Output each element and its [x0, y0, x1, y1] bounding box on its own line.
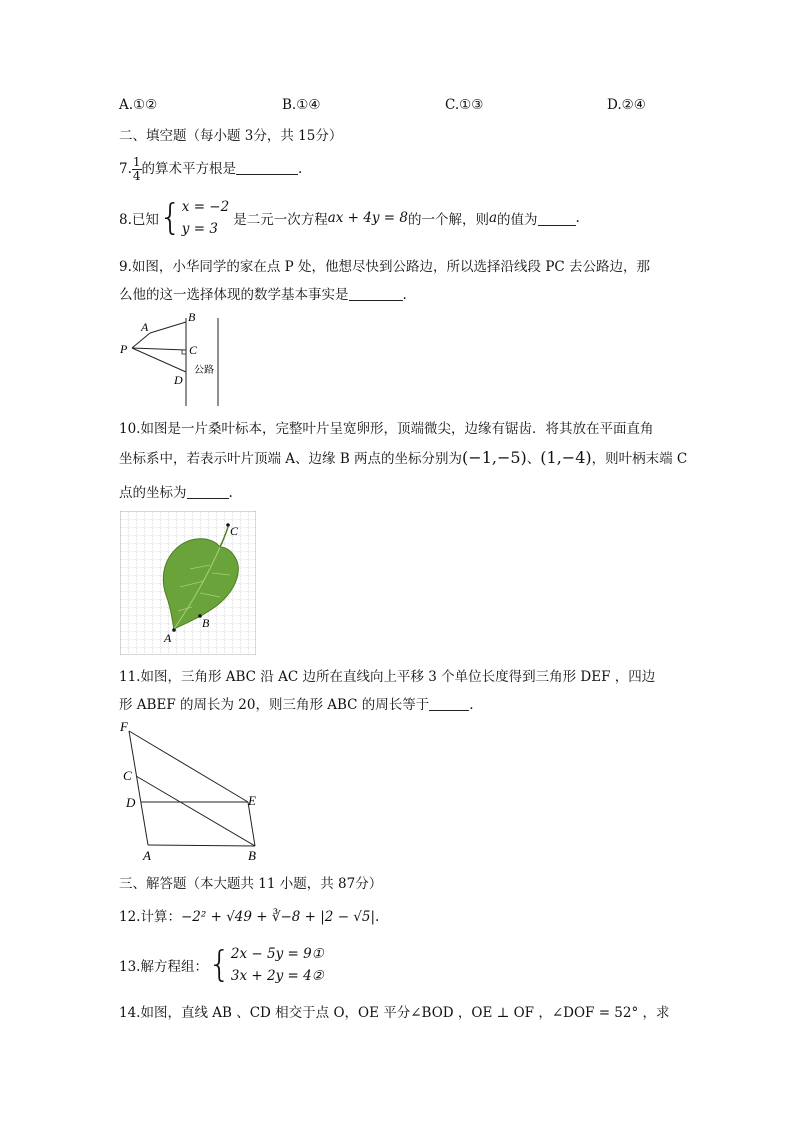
q13-eq2: 3x + 2y = 4②	[230, 968, 324, 984]
q11-line2-text: 形 ABEF 的周长为 20，则三角形 ABC 的周长等于	[119, 697, 430, 713]
q10-coord-b: (1,−4)	[540, 448, 592, 467]
question-14: 14.如图，直线 AB 、CD 相交于点 O，OE 平分∠BOD ，OE ⊥ OF ，∠DOF = 52° ，求	[119, 1005, 670, 1021]
q9-label-d: D	[174, 373, 183, 387]
q8-end: .	[575, 210, 580, 226]
option-c: C.①③	[445, 97, 484, 113]
q9-line2-text: 么他的这一选择体现的数学基本事实是	[119, 287, 349, 303]
q9-right-angle-mark	[182, 350, 186, 354]
q11-line1: 11.如图，三角形 ABC 沿 AC 边所在直线向上平移 3 个单位长度得到三角形 DEF ，四边	[119, 669, 656, 685]
q7-end: .	[298, 161, 303, 177]
q8-mid: 是二元一次方程	[233, 212, 328, 228]
q8-tail: 的值为	[497, 212, 538, 228]
question-8	[119, 196, 580, 240]
q9-segment-ab	[150, 322, 186, 333]
q9-label-b: B	[188, 310, 196, 324]
question-13	[119, 943, 324, 987]
q10-point-a	[172, 628, 176, 632]
q11-diagram	[114, 716, 274, 864]
q13-system	[231, 943, 324, 987]
q10-line3	[119, 481, 233, 501]
q7-answer-blank	[236, 160, 298, 175]
q8-brace: {	[158, 197, 182, 238]
q11-line2	[119, 693, 474, 713]
question-12	[119, 905, 379, 925]
q9-segment-pd	[132, 348, 186, 372]
q7-text: 的算术平方根是	[141, 161, 237, 177]
q11-segment-cb	[136, 776, 255, 846]
q10-sep: 、	[526, 451, 541, 467]
q11-segment-fa	[129, 731, 148, 845]
q8-system	[182, 196, 229, 240]
q10-label-c: C	[230, 524, 239, 538]
q10-leaf-grid-figure	[120, 511, 256, 655]
q11-label-a: A	[143, 848, 151, 863]
q10-label-b: B	[202, 616, 210, 630]
q10-answer-blank	[187, 484, 229, 499]
q10-coord-a: (−1,−5)	[462, 448, 527, 467]
q8-after: 的一个解，则	[407, 212, 489, 228]
q12-end: .	[375, 909, 380, 925]
q10-line2	[119, 447, 687, 467]
q11-segment-fe	[129, 731, 248, 802]
q11-answer-blank	[429, 696, 469, 711]
q9-label-a: A	[141, 320, 149, 334]
q9-end: .	[402, 287, 407, 303]
q11-label-f: F	[120, 719, 128, 734]
q9-label-road: 公路	[194, 365, 214, 376]
q10-line3-text: 点的坐标为	[119, 485, 187, 501]
q11-label-e: E	[248, 793, 256, 808]
q9-answer-blank	[349, 286, 403, 301]
q8-eq2: y = 3	[181, 221, 218, 237]
q11-label-d: D	[126, 795, 136, 810]
q13-eq1: 2x − 5y = 9①	[230, 946, 324, 962]
q9-line2	[119, 283, 407, 303]
section-heading-solve: 三、解答题（本大题共 11 小题，共 87分）	[119, 876, 383, 892]
q10-end: .	[228, 485, 233, 501]
q8-equation: ax + 4y = 8	[327, 210, 408, 226]
q11-label-b: B	[248, 848, 256, 863]
question-7	[119, 156, 302, 183]
q8-var: a	[488, 210, 498, 226]
q8-prefix: 8.已知	[119, 212, 159, 228]
q12-expression: −2² + √49 + ∛−8 + |2 − √5|	[180, 909, 376, 925]
q7-frac-numerator: 1	[132, 155, 141, 169]
q13-prefix: 13.解方程组：	[119, 959, 208, 975]
option-d: D.②④	[607, 97, 646, 113]
option-a: A.①②	[119, 97, 158, 113]
section-heading-fill-in: 二、填空题（每小题 3分，共 15分）	[119, 128, 343, 144]
option-b: B.①④	[282, 97, 321, 113]
q9-diagram	[114, 308, 234, 413]
q11-segment-eb	[248, 802, 255, 846]
q10-line1: 10.如图是一片桑叶标本，完整叶片呈宽卵形，顶端微尖，边缘有锯齿．将其放在平面直角	[119, 421, 654, 437]
q13-brace: {	[207, 944, 231, 985]
q8-eq1: x = −2	[181, 199, 230, 215]
q11-label-c: C	[123, 768, 132, 783]
q11-end: .	[469, 697, 474, 713]
q10-line2-tail: ，则叶柄末端 C	[591, 451, 688, 467]
q11-segment-ab	[148, 845, 255, 846]
q10-label-a: A	[164, 631, 172, 645]
q7-frac-denominator: 4	[132, 169, 141, 183]
q10-line2-text: 坐标系中，若表示叶片顶端 A、边缘 B 两点的坐标分别为	[119, 451, 463, 467]
q7-number: 7.	[119, 161, 132, 177]
q9-segment-pc	[132, 348, 186, 350]
q9-line1: 9.如图，小华同学的家在点 P 处，他想尽快到公路边，所以选择沿线段 PC 去公路边，那	[119, 259, 651, 275]
q9-label-c: C	[189, 343, 198, 357]
q9-segment-pa	[132, 333, 150, 348]
q9-label-p: P	[120, 342, 128, 356]
q7-fraction	[132, 156, 142, 183]
q8-answer-blank	[538, 211, 576, 226]
q12-prefix: 12.计算：	[119, 909, 181, 925]
